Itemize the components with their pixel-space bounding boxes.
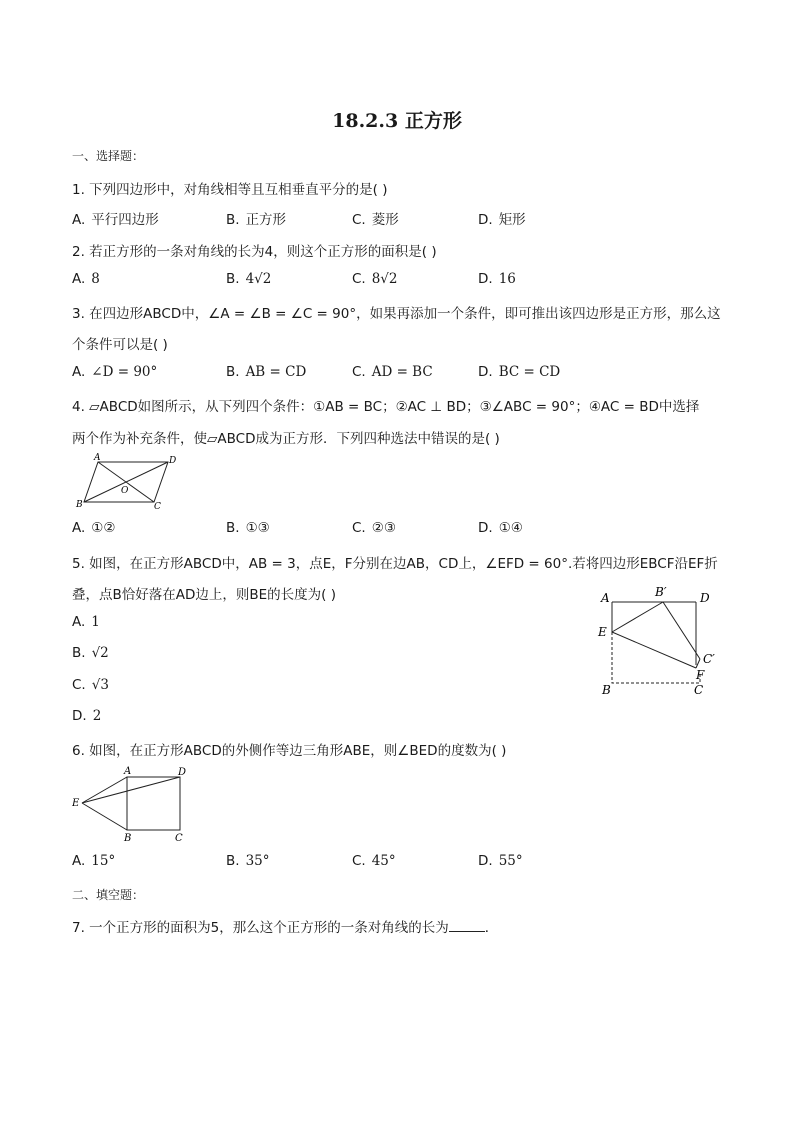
q3-option-d[interactable]: D. BC = CD xyxy=(478,364,561,380)
question-3-stem-line2: 个条件可以是( ) xyxy=(72,337,168,353)
point-label-e: E xyxy=(598,625,607,639)
q6-option-b[interactable]: B. 35° xyxy=(226,853,270,869)
point-label-c: C xyxy=(154,502,161,512)
q1-option-b[interactable]: B. 正方形 xyxy=(226,212,287,228)
point-label-a: A xyxy=(124,766,132,777)
point-label-b-prime: B′ xyxy=(655,585,667,599)
point-label-c: C xyxy=(694,683,704,697)
q2-option-d[interactable]: D. 16 xyxy=(478,271,516,287)
question-4-stem-line1: 4. ▱ABCD如图所示，从下列四个条件：①AB = BC；②AC ⊥ BD；③∠ABC = 90°；④AC = BD中选择 xyxy=(72,399,700,415)
point-label-d: D xyxy=(169,456,177,466)
point-label-d: D xyxy=(700,591,710,605)
q2-option-a[interactable]: A. 8 xyxy=(72,271,100,287)
question-1-stem: 1. 下列四边形中，对角线相等且互相垂直平分的是( ) xyxy=(72,182,388,198)
point-label-c: C xyxy=(175,833,183,844)
point-label-d: D xyxy=(178,767,187,778)
section-heading-fill-in: 二、填空题： xyxy=(72,888,145,902)
q2-option-c[interactable]: C. 8√2 xyxy=(352,271,398,287)
question-7-end: ． xyxy=(484,920,499,936)
q2-option-b[interactable]: B. 4√2 xyxy=(226,271,272,287)
diagonal-bd xyxy=(84,462,168,502)
question-5-stem-line1: 5. 如图，在正方形ABCD中，AB = 3，点E，F分别在边AB，CD上，∠EFD = 60°.若将四边形EBCF沿EF折 xyxy=(72,556,718,572)
segment-ed xyxy=(82,777,180,803)
q1-option-d[interactable]: D. 矩形 xyxy=(478,212,526,228)
q6-option-a[interactable]: A. 15° xyxy=(72,853,116,869)
original-square-dashed xyxy=(612,602,700,683)
question-7-stem: 7. 一个正方形的面积为5，那么这个正方形的一条对角线的长为 xyxy=(72,920,449,936)
q1-option-c[interactable]: C. 菱形 xyxy=(352,212,399,228)
point-label-c-prime: C′ xyxy=(703,652,715,666)
segment-eb xyxy=(82,803,127,830)
point-label-e: E xyxy=(72,798,80,809)
q1-option-a[interactable]: A. 平行四边形 xyxy=(72,212,159,228)
q4-option-b[interactable]: B. ①③ xyxy=(226,520,270,536)
square-with-triangle-figure xyxy=(72,764,197,846)
question-5-stem-line2: 叠，点B恰好落在AD边上，则BE的长度为( ) xyxy=(72,587,337,603)
point-label-a: A xyxy=(601,591,610,605)
point-label-o: O xyxy=(121,486,129,496)
fold-eb-prime xyxy=(612,602,663,632)
folded-square-figure xyxy=(592,582,722,700)
section-heading-choice: 一、选择题： xyxy=(72,149,145,163)
q3-option-c[interactable]: C. AD = BC xyxy=(352,364,433,380)
point-label-b: B xyxy=(76,500,83,510)
q4-option-a[interactable]: A. ①② xyxy=(72,520,116,536)
question-3-stem-line1: 3. 在四边形ABCD中，∠A = ∠B = ∠C = 90°，如果再添加一个条件，即可推出该四边形是正方形，那么这 xyxy=(72,306,721,322)
square-abcd xyxy=(127,777,180,830)
question-7 xyxy=(72,916,498,936)
question-6-stem: 6. 如图，在正方形ABCD的外侧作等边三角形ABE，则∠BED的度数为( ) xyxy=(72,743,507,759)
point-label-a: A xyxy=(94,453,101,463)
page-title: 18.2.3 正方形 xyxy=(332,110,462,132)
q5-option-c[interactable]: C. √3 xyxy=(72,677,109,693)
fold-c-prime-f xyxy=(696,659,700,668)
q4-option-c[interactable]: C. ②③ xyxy=(352,520,396,536)
q5-option-b[interactable]: B. √2 xyxy=(72,645,109,661)
q3-option-a[interactable]: A. ∠D = 90° xyxy=(72,364,158,380)
question-2-stem: 2. 若正方形的一条对角线的长为4，则这个正方形的面积是( ) xyxy=(72,244,437,260)
fold-line-ef xyxy=(612,632,696,668)
q3-option-b[interactable]: B. AB = CD xyxy=(226,364,307,380)
q4-option-d[interactable]: D. ①④ xyxy=(478,520,523,536)
q6-option-c[interactable]: C. 45° xyxy=(352,853,396,869)
point-label-b: B xyxy=(124,833,132,844)
point-label-f: F xyxy=(696,668,705,682)
fold-b-prime-c-prime xyxy=(663,602,700,659)
question-4-stem-line2: 两个作为补充条件，使▱ABCD成为正方形．下列四种选法中错误的是( ) xyxy=(72,431,500,447)
point-label-b: B xyxy=(602,683,611,697)
answer-blank[interactable] xyxy=(449,919,485,932)
q6-option-d[interactable]: D. 55° xyxy=(478,853,523,869)
q5-option-d[interactable]: D. 2 xyxy=(72,708,102,724)
segment-ea xyxy=(82,777,127,803)
q5-option-a[interactable]: A. 1 xyxy=(72,614,100,630)
parallelogram-figure xyxy=(74,452,184,512)
